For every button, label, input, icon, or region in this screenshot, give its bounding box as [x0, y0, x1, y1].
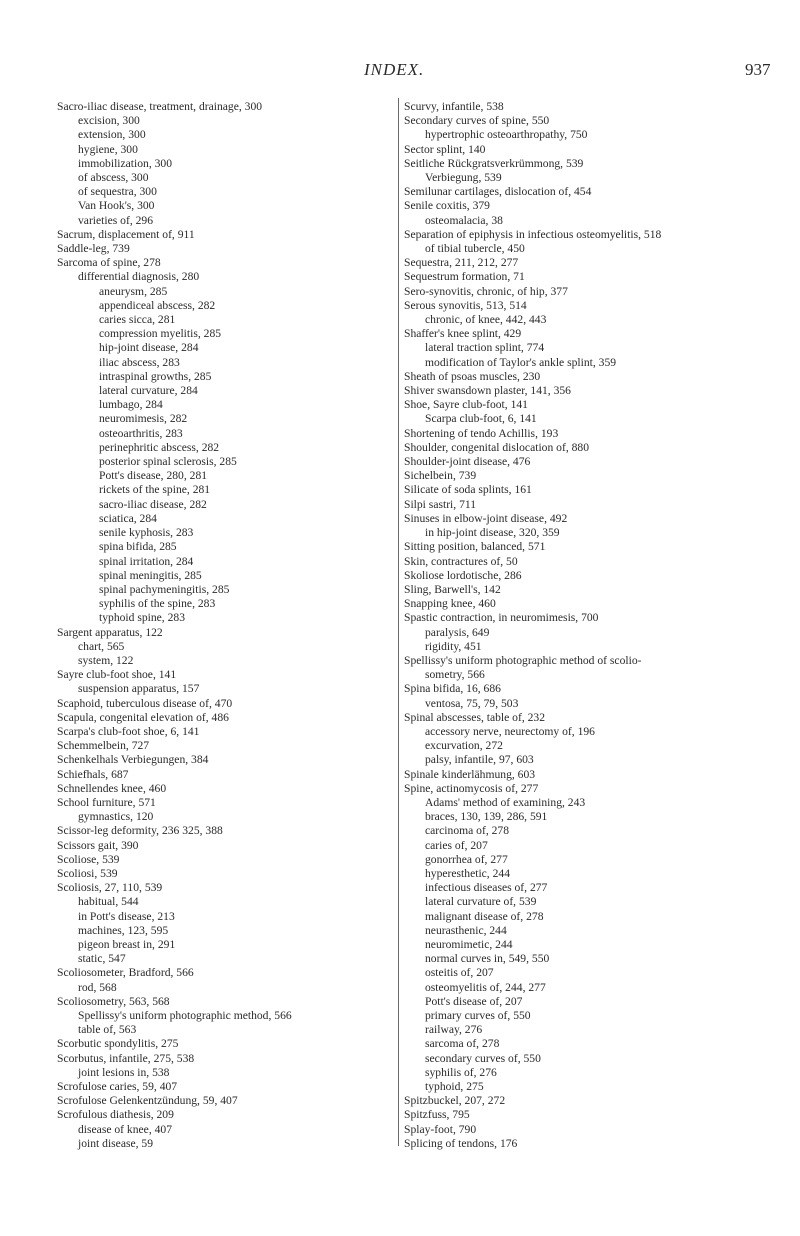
index-entry: hyperesthetic, 244	[425, 866, 510, 880]
index-entry: Shaffer's knee splint, 429	[404, 327, 522, 341]
index-entry: Sitting position, balanced, 571	[404, 540, 546, 554]
index-entry: Spinal abscesses, table of, 232	[404, 710, 546, 724]
index-entry: perinephritic abscess, 282	[99, 440, 220, 454]
index-entry: Spellissy's uniform photographic method, 566	[78, 1009, 292, 1022]
index-entry: accessory nerve, neurectomy of, 196	[425, 724, 595, 738]
index-entry: Van Hook's, 300	[78, 199, 155, 213]
index-entry: hypertrophic osteoarthropathy, 750	[425, 128, 588, 142]
page-header	[0, 60, 800, 84]
index-entry: gonorrhea of, 277	[425, 852, 508, 866]
page-number: 937	[745, 60, 771, 79]
index-entry: excision, 300	[78, 114, 140, 128]
index-entry: School furniture, 571	[57, 795, 156, 809]
index-entry: Silicate of soda splints, 161	[404, 483, 532, 497]
index-entry: lumbago, 284	[99, 398, 163, 412]
index-entry: Scorbutus, infantile, 275, 538	[57, 1051, 195, 1065]
index-entry: extension, 300	[78, 128, 146, 142]
index-entry: palsy, infantile, 97, 603	[425, 753, 534, 767]
index-entry: railway, 276	[425, 1023, 483, 1037]
index-entry: suspension apparatus, 157	[78, 682, 200, 696]
index-entry: Spastic contraction, in neuromimesis, 700	[404, 611, 599, 625]
index-entry: carcinoma of, 278	[425, 824, 510, 838]
index-entry: Spina bifida, 16, 686	[404, 682, 501, 696]
index-column-right	[404, 100, 774, 1151]
index-entry: sometry, 566	[425, 668, 485, 682]
index-entry: Schnellendes knee, 460	[57, 781, 167, 795]
index-entry: senile kyphosis, 283	[99, 526, 194, 540]
index-entry: syphilis of the spine, 283	[99, 597, 216, 611]
index-entry: Spitzfuss, 795	[404, 1108, 470, 1122]
index-entry: static, 547	[78, 952, 126, 966]
index-entry: Sarcoma of spine, 278	[57, 256, 161, 270]
index-entry: Scissors gait, 390	[57, 838, 139, 852]
index-entry: Scoliosi, 539	[57, 866, 118, 880]
index-entry: differential diagnosis, 280	[78, 270, 200, 284]
index-entry: caries of, 207	[425, 838, 488, 852]
index-entry: Sequestra, 211, 212, 277	[404, 256, 519, 270]
index-entry: infectious diseases of, 277	[425, 881, 548, 895]
index-entry: spina bifida, 285	[99, 540, 177, 554]
index-entry: normal curves in, 549, 550	[425, 952, 550, 966]
index-entry: Pott's disease, 280, 281	[99, 469, 208, 483]
index-entry: joint lesions in, 538	[78, 1065, 170, 1079]
index-entry: lateral curvature, 284	[99, 384, 198, 398]
index-entry: Scissor-leg deformity, 236 325, 388	[57, 824, 223, 838]
index-entry: varieties of, 296	[78, 213, 154, 227]
index-entry: lateral curvature of, 539	[425, 895, 537, 909]
index-entry: Scrofulose Gelenkentzündung, 59, 407	[57, 1094, 238, 1108]
index-entry: Sling, Barwell's, 142	[404, 582, 501, 596]
index-entry: iliac abscess, 283	[99, 355, 180, 369]
index-entry: modification of Taylor's ankle splint, 359	[425, 355, 617, 369]
index-entry: immobilization, 300	[78, 156, 173, 170]
index-entry: Snapping knee, 460	[404, 597, 496, 611]
index-entry: Sero-synovitis, chronic, of hip, 377	[404, 284, 568, 298]
index-entry: Shoe, Sayre club-foot, 141	[404, 398, 528, 412]
index-entry: table of, 563	[78, 1023, 137, 1037]
index-entry: Sargent apparatus, 122	[57, 625, 163, 639]
index-entry: Sheath of psoas muscles, 230	[404, 369, 541, 383]
index-entry: neurasthenic, 244	[425, 923, 507, 937]
index-entry: of sequestra, 300	[78, 185, 157, 199]
index-entry: Scoliose, 539	[57, 852, 120, 866]
index-entry: Sector splint, 140	[404, 142, 486, 156]
index-entry: appendiceal abscess, 282	[99, 298, 216, 312]
index-entry: Scapula, congenital elevation of, 486	[57, 710, 229, 724]
index-entry: Verbiegung, 539	[425, 171, 502, 185]
index-entry: spinal irritation, 284	[99, 554, 194, 568]
index-entry: Secondary curves of spine, 550	[404, 114, 550, 128]
index-column-left	[57, 100, 392, 1151]
index-entry: Spellissy's uniform photographic method of scolio-	[404, 653, 642, 667]
index-entry: ventosa, 75, 79, 503	[425, 696, 519, 710]
index-entry: rickets of the spine, 281	[99, 483, 211, 497]
index-entry: neuromimetic, 244	[425, 937, 513, 951]
index-entry: Spine, actinomycosis of, 277	[404, 781, 539, 795]
index-entry: sciatica, 284	[99, 511, 157, 525]
index-entry: osteitis of, 207	[425, 966, 494, 980]
index-entry: Skoliose lordotische, 286	[404, 568, 522, 582]
index-entry: intraspinal growths, 285	[99, 369, 212, 383]
index-entry: caries sicca, 281	[99, 313, 176, 327]
index-entry: lateral traction splint, 774	[425, 341, 545, 355]
index-entry: joint disease, 59	[78, 1136, 154, 1150]
index-entry: Scarpa's club-foot shoe, 6, 141	[57, 724, 200, 738]
index-entry: osteomyelitis of, 244, 277	[425, 980, 546, 994]
index-entry: posterior spinal sclerosis, 285	[99, 455, 237, 469]
index-entry: Adams' method of examining, 243	[425, 795, 586, 809]
index-entry: system, 122	[78, 653, 134, 667]
index-entry: Seitliche Rückgratsverkrümmong, 539	[404, 156, 584, 170]
index-entry: in hip-joint disease, 320, 359	[425, 526, 560, 540]
index-entry: Sinuses in elbow-joint disease, 492	[404, 511, 568, 525]
index-entry: rigidity, 451	[425, 639, 482, 653]
index-entry: Scoliosometry, 563, 568	[57, 994, 170, 1008]
index-entry: Shortening of tendo Achillis, 193	[404, 426, 559, 440]
index-entry: osteoarthritis, 283	[99, 426, 183, 440]
index-entry: pigeon breast in, 291	[78, 937, 176, 951]
index-entry: Spitzbuckel, 207, 272	[404, 1094, 506, 1108]
index-entry: compression myelitis, 285	[99, 327, 222, 341]
index-entry: Schiefhals, 687	[57, 767, 129, 781]
index-entry: syphilis of, 276	[425, 1065, 497, 1079]
index-entry: Sayre club-foot shoe, 141	[57, 668, 177, 682]
index-entry: Saddle-leg, 739	[57, 242, 130, 256]
index-entry: Sacro-iliac disease, treatment, drainage, 300	[57, 100, 263, 113]
index-entry: Silpi sastri, 711	[404, 497, 477, 511]
index-entry: aneurysm, 285	[99, 284, 168, 298]
index-entry: spinal meningitis, 285	[99, 568, 202, 582]
index-entry: secondary curves of, 550	[425, 1051, 541, 1065]
index-entry: neuromimesis, 282	[99, 412, 188, 426]
index-entry: chart, 565	[78, 639, 125, 653]
index-entry: Sichelbein, 739	[404, 469, 477, 483]
index-entry: Scorbutic spondylitis, 275	[57, 1037, 179, 1051]
index-entry: Scoliosis, 27, 110, 539	[57, 881, 163, 895]
index-entry: Scurvy, infantile, 538	[404, 100, 504, 113]
index-entry: disease of knee, 407	[78, 1122, 173, 1136]
index-entry: Shiver swansdown plaster, 141, 356	[404, 384, 571, 398]
index-entry: braces, 130, 139, 286, 591	[425, 810, 548, 824]
index-entry: Shoulder, congenital dislocation of, 880	[404, 440, 590, 454]
index-entry: machines, 123, 595	[78, 923, 169, 937]
index-entry: excurvation, 272	[425, 739, 503, 753]
index-entry: Senile coxitis, 379	[404, 199, 490, 213]
index-entry: gymnastics, 120	[78, 810, 154, 824]
index-entry: Shoulder-joint disease, 476	[404, 455, 531, 469]
index-entry: Serous synovitis, 513, 514	[404, 298, 527, 312]
index-entry: Sequestrum formation, 71	[404, 270, 525, 284]
column-divider	[398, 98, 399, 1146]
index-entry: primary curves of, 550	[425, 1009, 531, 1022]
index-entry: Sacrum, displacement of, 911	[57, 227, 195, 241]
index-entry: Semilunar cartilages, dislocation of, 454	[404, 185, 592, 199]
index-entry: of abscess, 300	[78, 171, 149, 185]
index-entry: of tibial tubercle, 450	[425, 242, 525, 256]
index-entry: chronic, of knee, 442, 443	[425, 313, 547, 327]
index-entry: malignant disease of, 278	[425, 909, 544, 923]
index-entry: in Pott's disease, 213	[78, 909, 175, 923]
index-entry: sarcoma of, 278	[425, 1037, 500, 1051]
index-entry: Scarpa club-foot, 6, 141	[425, 412, 537, 426]
index-entry: typhoid, 275	[425, 1080, 484, 1094]
index-entry: Skin, contractures of, 50	[404, 554, 518, 568]
running-title: INDEX.	[364, 60, 425, 79]
index-entry: typhoid spine, 283	[99, 611, 185, 625]
index-entry: paralysis, 649	[425, 625, 490, 639]
index-entry: Spinale kinderlähmung, 603	[404, 767, 536, 781]
index-entry: Scoliosometer, Bradford, 566	[57, 966, 194, 980]
index-entry: spinal pachymeningitis, 285	[99, 582, 230, 596]
index-entry: rod, 568	[78, 980, 117, 994]
index-entry: osteomalacia, 38	[425, 213, 503, 227]
index-entry: Scrofulous diathesis, 209	[57, 1108, 174, 1122]
index-entry: Pott's disease of, 207	[425, 994, 523, 1008]
index-entry: Schenkelhals Verbiegungen, 384	[57, 753, 209, 767]
index-entry: Splicing of tendons, 176	[404, 1136, 518, 1150]
index-entry: sacro-iliac disease, 282	[99, 497, 207, 511]
index-entry: Separation of epiphysis in infectious osteomyelitis, 518	[404, 227, 662, 241]
index-entry: habitual, 544	[78, 895, 139, 909]
index-entry: Scrofulose caries, 59, 407	[57, 1080, 178, 1094]
index-entry: Schemmelbein, 727	[57, 739, 150, 753]
index-entry: Splay-foot, 790	[404, 1122, 477, 1136]
index-entry: hygiene, 300	[78, 142, 138, 156]
index-entry: hip-joint disease, 284	[99, 341, 199, 355]
index-entry: Scaphoid, tuberculous disease of, 470	[57, 696, 233, 710]
